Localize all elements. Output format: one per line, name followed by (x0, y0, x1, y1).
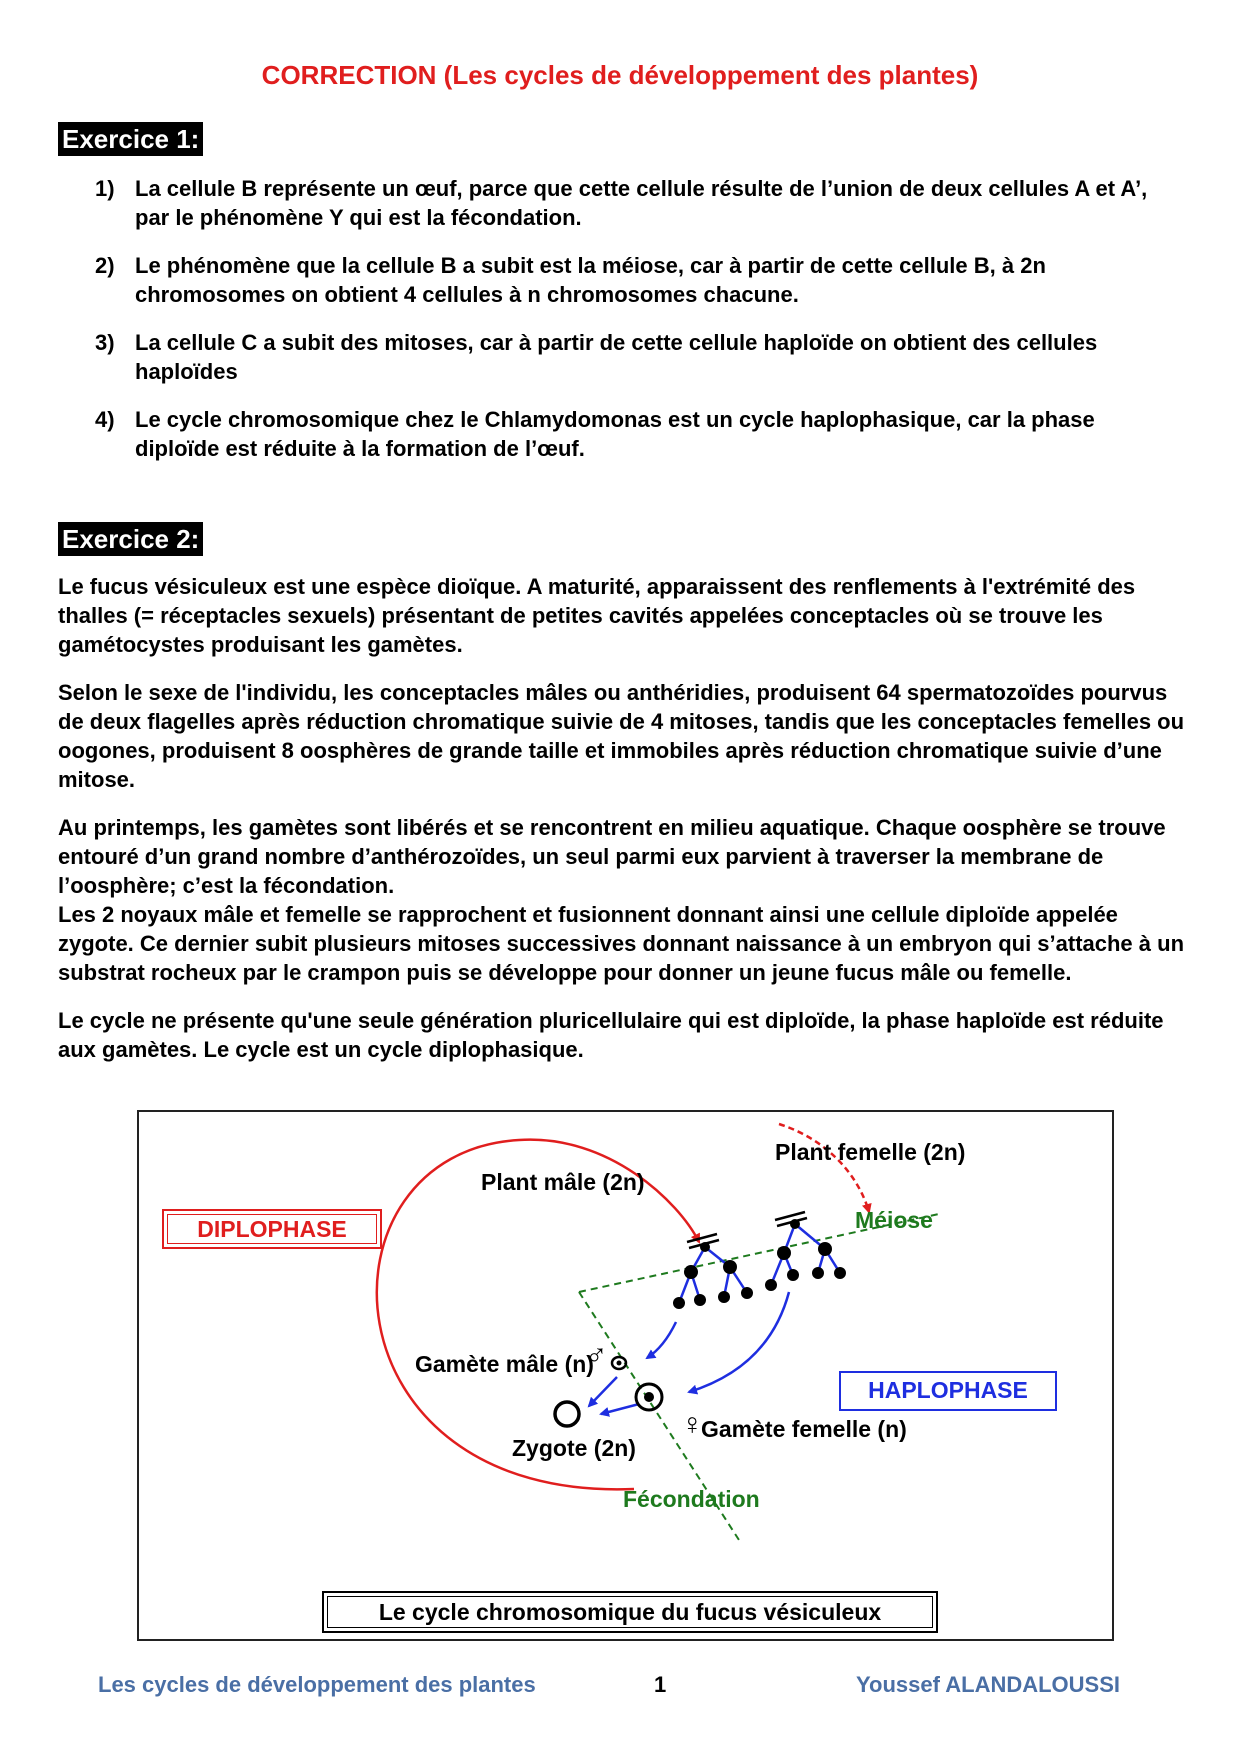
female-to-zygote-arrow (601, 1404, 639, 1414)
haplophase-label: HAPLOPHASE (839, 1371, 1057, 1411)
paragraph: Le fucus vésiculeux est une espèce dioïque. A maturité, apparaissent des renflements à l'extrémité des thalles (= réceptacles sexuels) présentant de petites cavités appelées conceptacles où se trouve les gamétocystes produisant les gamètes. (58, 574, 1136, 657)
female-symbol: ♀ (681, 1408, 704, 1441)
fecondation-label: Fécondation (623, 1486, 760, 1512)
female-gamete (636, 1384, 662, 1410)
exercise-1-answers (95, 174, 1185, 482)
zygote-cell (555, 1402, 579, 1426)
answer-text: La cellule C a subit des mitoses, car à partir de cette cellule haploïde on obtient des cellules haploïdes (135, 330, 1098, 384)
female-gamete-label: Gamète femelle (n) (701, 1416, 907, 1442)
page-number: 1 (654, 1672, 667, 1697)
female-plant-arrow (779, 1124, 869, 1212)
diagram-caption: Le cycle chromosomique du fucus vésiculeux (327, 1596, 933, 1628)
paragraph: Selon le sexe de l'individu, les conceptacles mâles ou anthéridies, produisent 64 spermatozoïdes pourvus de deux flagelles après réduction chromatique suivie de 4 mitoses, tandis que les conceptacles femelles ou oogones, produisent 8 oosphères de grande taille et immobiles après réduction chromatique suivie d’une mitose. (58, 680, 1185, 792)
exercise-1-label: Exercice 1: (58, 122, 203, 156)
answer-item (95, 328, 1185, 386)
paragraph: Le cycle ne présente qu'une seule génération pluricellulaire qui est diploïde, la phase haploïde est réduite aux gamètes. Le cycle est un cycle diplophasique. (58, 1008, 1164, 1062)
exercise-2-label: Exercice 2: (58, 522, 203, 556)
paragraph: Les 2 noyaux mâle et femelle se rapprochent et fusionnent donnant ainsi une cellule diploïde appelée zygote. Ce dernier subit plusieurs mitoses successives donnant naissance à un embryon qui s’attache à un substrat rocheux par le crampon puis se développe pour donner un jeune fucus mâle ou femelle. (58, 902, 1185, 985)
caption-box (322, 1591, 938, 1633)
answer-number: 4) (95, 407, 115, 432)
answer-number: 1) (95, 176, 115, 201)
plant-female-label: Plant femelle (2n) (775, 1139, 966, 1165)
zygote-label: Zygote (2n) (512, 1435, 636, 1461)
answer-number: 2) (95, 253, 115, 278)
page-title: CORRECTION (Les cycles de développement des plantes) (261, 60, 979, 90)
answer-text: Le cycle chromosomique chez le Chlamydomonas est un cycle haplophasique, car la phase diploïde est réduite à la formation de l’œuf. (135, 407, 1095, 461)
male-gamete-label: Gamète mâle (n) (415, 1351, 594, 1377)
female-gamete-arrow (689, 1292, 789, 1392)
paragraph: Au printemps, les gamètes sont libérés et se rencontrent en milieu aquatique. Chaque oosphère se trouve entouré d’un grand nombre d’anthérozoïdes, un seul parmi eux parvient à traverser la membrane de l’oosphère; c’est la fécondation. (58, 815, 1166, 898)
answer-item (95, 174, 1185, 232)
answer-text: Le phénomène que la cellule B a subit est la méiose, car à partir de cette cellule B, à 2n chromosomes on obtient 4 cellules à n chromosomes chacune. (135, 253, 1046, 307)
female-cells (765, 1219, 846, 1291)
answer-item (95, 405, 1185, 463)
answer-item (95, 251, 1185, 309)
fucus-cycle-diagram (137, 1110, 1114, 1641)
diplophase-label: DIPLOPHASE (167, 1214, 377, 1244)
male-symbol: ♂ (585, 1338, 608, 1371)
answer-number: 3) (95, 330, 115, 355)
male-gamete-arrow (647, 1322, 676, 1358)
diplophase-box (162, 1209, 382, 1249)
meiosis-label: Méiose (855, 1207, 933, 1233)
exercise-2-text (58, 572, 1188, 1083)
answer-text: La cellule B représente un œuf, parce que cette cellule résulte de l’union de deux cellules A et A’, par le phénomène Y qui est la fécondation. (135, 176, 1148, 230)
plant-male-label: Plant mâle (2n) (481, 1169, 645, 1195)
footer-title: Les cycles de développement des plantes (98, 1672, 536, 1697)
footer-author: Youssef ALANDALOUSSI (856, 1672, 1121, 1697)
male-to-zygote-arrow (589, 1377, 617, 1406)
